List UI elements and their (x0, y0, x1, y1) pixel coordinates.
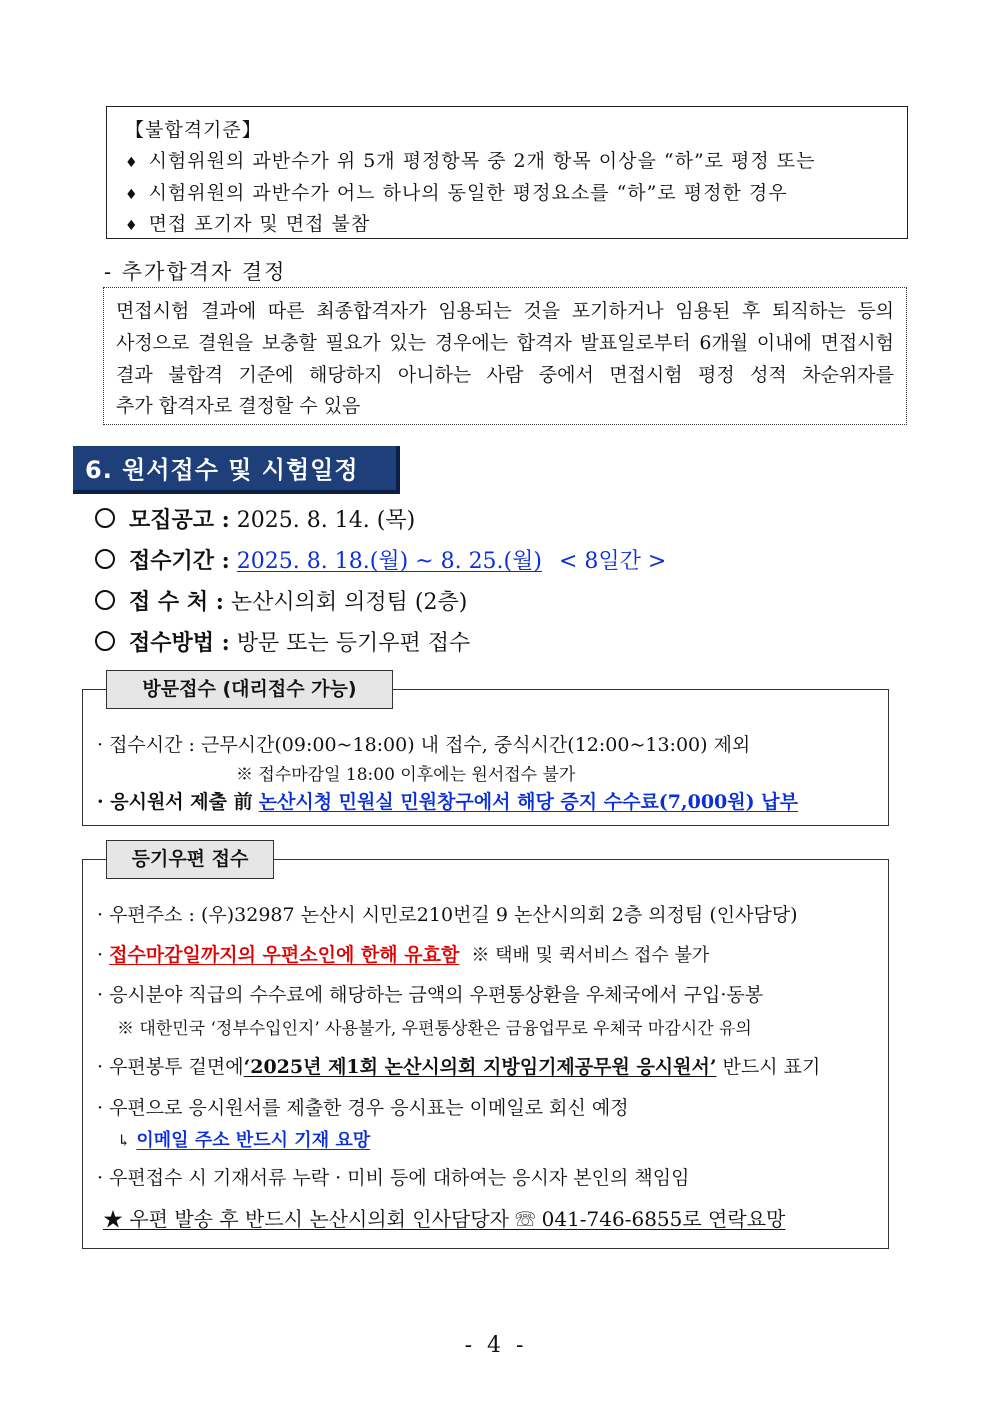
reject-criteria-item: ♦ 시험위원의 과반수가 위 5개 평정항목 중 2개 항목 이상을 “하”로 평정 또는 (125, 150, 816, 172)
circle-bullet-icon (95, 631, 115, 651)
mail-postal-order-note: ※ 대한민국 ‘정부수입인지’ 사용불가, 우편통상환은 금융업무로 우체국 마감시간 유의 (117, 1019, 752, 1039)
paragraph-line: 결과 불합격 기준에 해당하지 아니하는 사람 중에서 면접시험 평정 성적 차순위자를 (116, 364, 894, 386)
reject-criteria-item: ♦ 면접 포기자 및 면접 불참 (125, 213, 371, 235)
mail-tab: 등기우편 접수 (106, 840, 274, 879)
arrow-icon: ↳ (117, 1131, 131, 1150)
additional-pass-heading: - 추가합격자 결정 (104, 260, 287, 284)
page-number: - 4 - (464, 1333, 528, 1358)
visit-hours-note: ※ 접수마감일 18:00 이후에는 원서접수 불가 (236, 765, 576, 785)
visit-tab: 방문접수 (대리접수 가능) (106, 670, 393, 709)
circle-bullet-icon (95, 590, 115, 610)
section-title: 6. 원서접수 및 시험일정 (73, 446, 400, 494)
diamond-bullet-icon: ♦ (125, 187, 139, 203)
diamond-bullet-icon: ♦ (125, 155, 139, 171)
schedule-period: 접수기간 : 2025. 8. 18.(월) ~ 8. 25.(월) < 8일간 > (95, 544, 666, 575)
reject-criteria-item: ♦ 시험위원의 과반수가 어느 하나의 동일한 평정요소를 “하”로 평정한 경우 (125, 182, 788, 204)
mail-envelope: · 우편봉투 겉면에‘2025년 제1회 논산시의회 지방임기제공무원 응시원서’ 반드시 표기 (97, 1056, 821, 1078)
schedule-method: 접수방법 : 방문 또는 등기우편 접수 (95, 626, 470, 657)
mail-deadline: · 접수마감일까지의 우편소인에 한해 유효함 ※ 택배 및 퀵서비스 접수 불가 (97, 944, 710, 966)
circle-bullet-icon (95, 549, 115, 569)
mail-responsibility: · 우편접수 시 기재서류 누락 · 미비 등에 대하여는 응시자 본인의 책임임 (97, 1167, 690, 1189)
mail-admission: · 우편으로 응시원서를 제출한 경우 응시표는 이메일로 회신 예정 (97, 1097, 629, 1119)
circle-bullet-icon (95, 508, 115, 528)
mail-contact: ★ 우편 발송 후 반드시 논산시의회 인사담당자 ☏ 041-746-6855로 연락요망 (103, 1207, 786, 1231)
mail-postal-order: · 응시분야 직급의 수수료에 해당하는 금액의 우편통상환을 우체국에서 구입·동봉 (97, 984, 764, 1006)
additional-pass-box (103, 287, 907, 425)
paragraph-line: 추가 합격자로 결정할 수 있음 (116, 395, 361, 417)
reject-criteria-box (106, 106, 908, 239)
schedule-notice: 모집공고 : 2025. 8. 14. (목) (95, 503, 415, 534)
schedule-place: 접 수 처 : 논산시의회 의정팀 (2층) (95, 585, 467, 616)
paragraph-line: 면접시험 결과에 따른 최종합격자가 임용되는 것을 포기하거나 임용된 후 퇴직하는 등의 (116, 300, 894, 322)
diamond-bullet-icon: ♦ (125, 218, 139, 234)
mail-email-note: ↳ 이메일 주소 반드시 기재 요망 (117, 1130, 371, 1151)
reject-criteria-title: 【불합격기준】 (125, 119, 262, 141)
mail-address: · 우편주소 : (우)32987 논산시 시민로210번길 9 논산시의회 2층 의정팀 (인사담당) (97, 904, 798, 926)
paragraph-line: 사정으로 결원을 보충할 필요가 있는 경우에는 합격자 발표일로부터 6개월 이내에 면접시험 (116, 332, 894, 354)
visit-hours: · 접수시간 : 근무시간(09:00~18:00) 내 접수, 중식시간(12:00~13:00) 제외 (97, 734, 751, 756)
visit-fee: · 응시원서 제출 前 논산시청 민원실 민원창구에서 해당 증지 수수료(7,000원) 납부 (97, 791, 798, 813)
